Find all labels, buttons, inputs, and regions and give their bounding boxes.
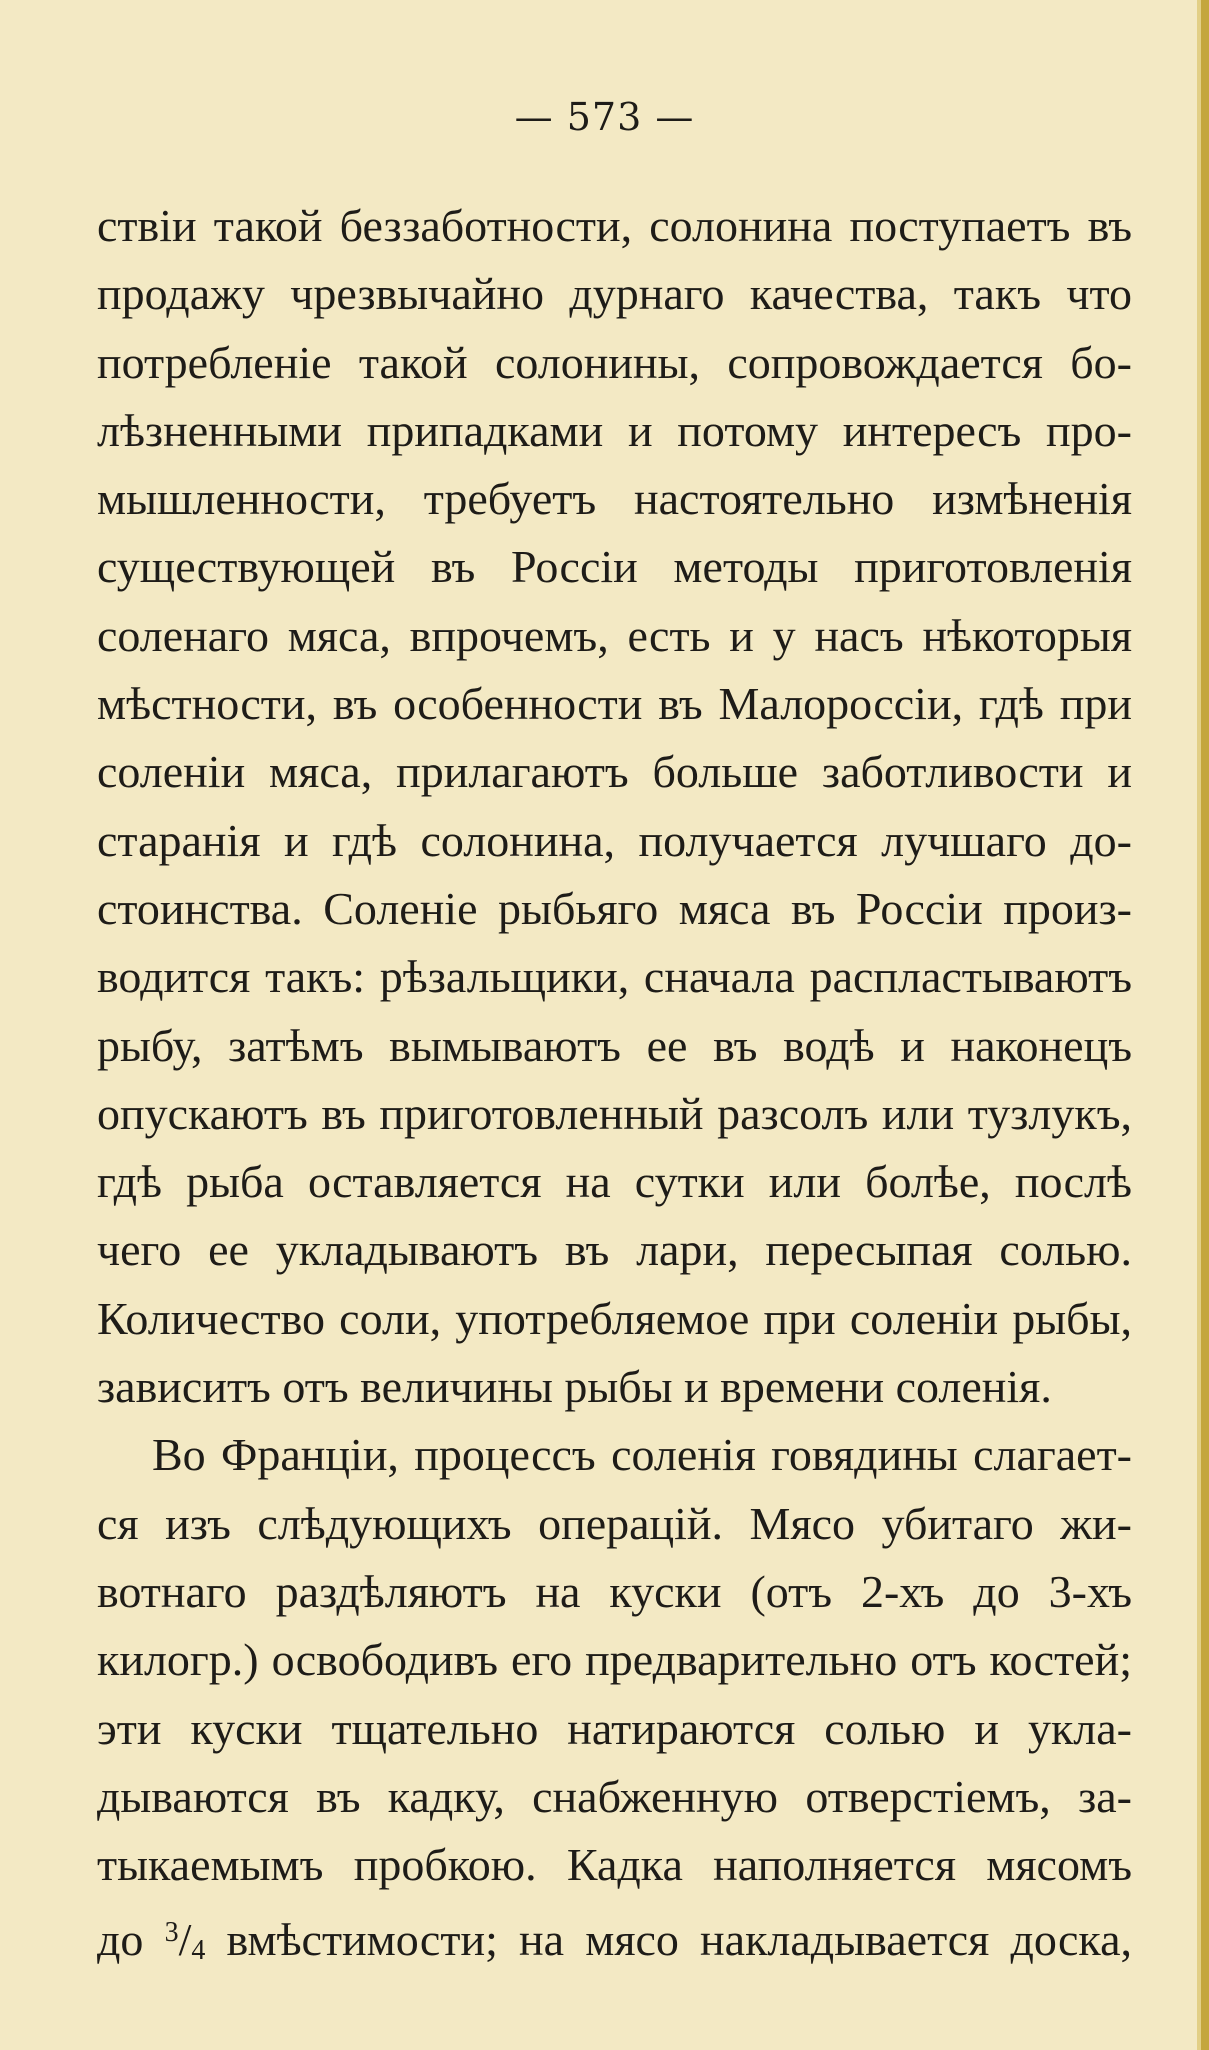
text-line: Количество соли, употребляемое при соленіи рыбы, [97, 1292, 1132, 1344]
text-line: рыбу, затѣмъ вымываютъ ее въ водѣ и наконецъ [97, 1019, 1132, 1071]
text-line-with-fraction [97, 1899, 1132, 1967]
text-line: Во Франціи, процессъ соленія говядины слагает- [152, 1429, 1132, 1481]
text-line: тыкаемымъ пробкою. Кадка наполняется мясомъ [97, 1839, 1132, 1891]
paragraph-1 [97, 192, 1132, 1421]
text-line: стоинства. Соленіе рыбьяго мяса въ Россіи произ- [97, 882, 1132, 934]
text-line: лѣзненными припадками и потому интересъ про- [97, 404, 1132, 456]
page-edge [1201, 0, 1209, 2050]
text-line: ся изъ слѣдующихъ операцій. Мясо убитаго жи- [97, 1497, 1132, 1549]
text-line: чего ее укладываютъ въ лари, пересыпая солью. [97, 1224, 1132, 1276]
text-line: потребленіе такой солонины, сопровождается бо- [97, 336, 1132, 388]
page-number: — 573 — [514, 95, 695, 139]
fraction-numerator: 3 [164, 1917, 179, 1949]
body-text [97, 192, 1132, 1968]
text-line: дываются въ кадку, снабженную отверстіемъ, за- [97, 1770, 1132, 1822]
text-line: ствіи такой беззаботности, солонина поступаетъ въ [97, 200, 1132, 251]
line-start: до [97, 1914, 165, 1966]
text-line: вотнаго раздѣляютъ на куски (отъ 2-хъ до 3-хъ [97, 1565, 1132, 1617]
fraction: $^3/_4$ [164, 1914, 206, 1967]
text-line: опускаютъ въ приготовленный разсолъ или тузлукъ, [97, 1087, 1132, 1139]
text-line: старанія и гдѣ солонина, получается лучшаго до- [97, 814, 1132, 866]
text-line: мышленности, требуетъ настоятельно измѣненія [97, 473, 1132, 525]
text-line: соленаго мяса, впрочемъ, есть и у насъ нѣкоторыя [97, 609, 1132, 661]
text-line: эти куски тщательно натираются солью и укла- [97, 1702, 1132, 1754]
text-line: водится такъ: рѣзальщики, сначала распластываютъ [97, 951, 1132, 1003]
text-line: килогр.) освободивъ его предварительно отъ костей; [97, 1634, 1132, 1686]
text-line: соленіи мяса, прилагаютъ больше заботливости и [97, 746, 1132, 798]
fraction-denominator: 4 [191, 1935, 206, 1967]
text-line: зависитъ отъ величины рыбы и времени соленія. [97, 1361, 1052, 1413]
line-end: вмѣстимости; на мясо накладывается доска, [205, 1914, 1133, 1966]
text-line: мѣстности, въ особенности въ Малороссіи, гдѣ при [97, 678, 1132, 730]
text-line: существующей въ Россіи методы приготовленія [97, 541, 1132, 593]
text-line: продажу чрезвычайно дурнаго качества, такъ что [97, 268, 1132, 320]
paragraph-2 [97, 1421, 1132, 1967]
text-line: гдѣ рыба оставляется на сутки или болѣе, послѣ [97, 1156, 1132, 1208]
